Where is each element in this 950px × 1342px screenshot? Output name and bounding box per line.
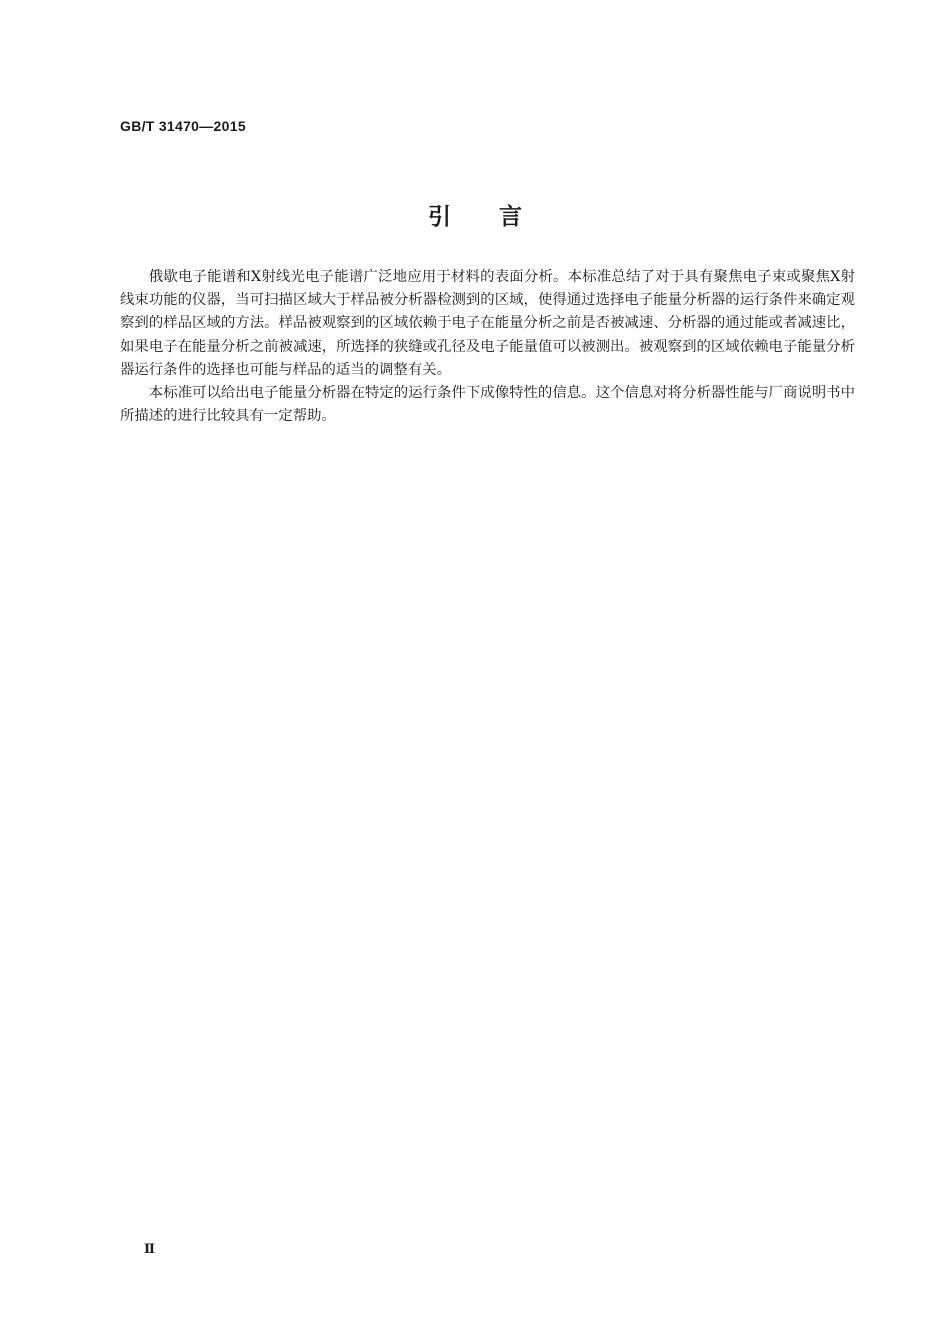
standard-number: GB/T 31470—2015: [120, 118, 246, 134]
page-title: 引言: [428, 204, 570, 230]
body-text: [120, 266, 855, 428]
page-number: Ⅱ: [144, 1242, 155, 1257]
paragraph-1: 俄歇电子能谱和X射线光电子能谱广泛地应用于材料的表面分析。本标准总结了对于具有聚焦电子束或聚焦X射线束功能的仪器，当可扫描区域大于样品被分析器检测到的区域，使得通过选择电子能量分析器的运行条件来确定观察到的样品区域的方法。样品被观察到的区域依赖于电子在能量分析之前是否被减速、分析器的通过能或者减速比，如果电子在能量分析之前被减速，所选择的狭缝或孔径及电子能量值可以被测出。被观察到的区域依赖电子能量分析器运行条件的选择也可能与样品的适当的调整有关。: [120, 269, 855, 378]
paragraph-2: 本标准可以给出电子能量分析器在特定的运行条件下成像特性的信息。这个信息对将分析器性能与厂商说明书中所描述的进行比较具有一定帮助。: [120, 385, 855, 425]
